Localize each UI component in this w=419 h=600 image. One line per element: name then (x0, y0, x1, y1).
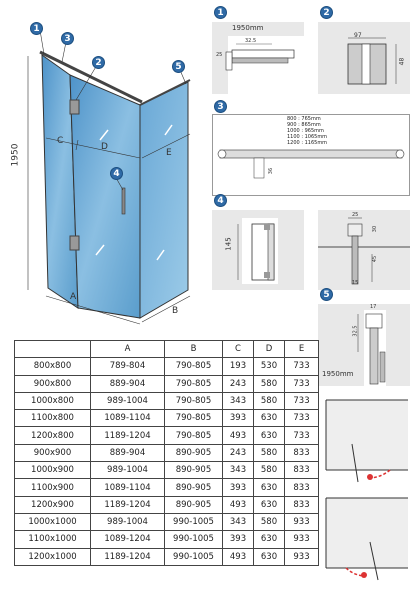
table-cell: 393 (223, 410, 254, 427)
side-glass-panel (140, 82, 188, 318)
table-cell: 933 (285, 531, 319, 548)
detail-2-height: 48 (398, 57, 406, 66)
table-row (15, 410, 319, 427)
callout-3-badge: 3 (61, 32, 74, 45)
detail-4-dim-45: 45 (372, 255, 379, 263)
table-cell: 889-904 (91, 444, 165, 461)
detail-5-dim-17: 17 (370, 304, 377, 310)
detail-3-line-1: 800 : 765mm (287, 116, 321, 122)
table-cell: 493 (223, 427, 254, 444)
table-cell: 193 (223, 358, 254, 375)
table-cell: 630 (254, 496, 285, 513)
table-row (15, 548, 319, 565)
table-cell: 1200x800 (15, 427, 91, 444)
callout-4-badge: 4 (110, 167, 123, 180)
dimension-a-label: A (70, 292, 77, 302)
dimensions-table (14, 340, 319, 566)
table-cell: 890-905 (165, 462, 223, 479)
table-cell: 630 (254, 410, 285, 427)
table-cell: 1189-1204 (91, 496, 165, 513)
detail-5-dim-32: 32.5 (352, 325, 359, 337)
table-cell: 580 (254, 375, 285, 392)
table-cell: 1089-1104 (91, 479, 165, 496)
table-cell: 789-804 (91, 358, 165, 375)
table-cell: 790-805 (165, 375, 223, 392)
table-cell: 580 (254, 513, 285, 530)
table-cell: 343 (223, 462, 254, 479)
dimension-d-label: D (101, 142, 108, 152)
table-cell: 790-805 (165, 392, 223, 409)
table-cell: 1189-1204 (91, 548, 165, 565)
table-cell: 1100x1000 (15, 531, 91, 548)
table-cell: 630 (254, 479, 285, 496)
table-cell: 343 (223, 513, 254, 530)
table-cell: 790-805 (165, 410, 223, 427)
table-row (15, 444, 319, 461)
table-cell: 580 (254, 462, 285, 479)
dimension-b-label: B (172, 306, 179, 316)
detail-2-drawing (318, 22, 410, 94)
callout-2-badge: 2 (92, 56, 105, 69)
table-cell: 733 (285, 358, 319, 375)
detail-1-badge: 1 (214, 6, 227, 19)
table-cell: 733 (285, 410, 319, 427)
table-cell: 990-1005 (165, 548, 223, 565)
table-cell: 833 (285, 479, 319, 496)
table-row (15, 496, 319, 513)
table-cell: 989-1004 (91, 392, 165, 409)
detail-3-dim: 36 (268, 167, 275, 175)
dimension-e-label: E (166, 148, 172, 158)
height-label: 1950 (10, 143, 21, 167)
table-cell: 900x800 (15, 375, 91, 392)
table-row (15, 531, 319, 548)
detail-5-height: 1950mm (322, 370, 354, 378)
table-cell: 890-905 (165, 479, 223, 496)
table-cell: 733 (285, 375, 319, 392)
table-cell: 1089-1104 (91, 410, 165, 427)
detail-3-line-4: 1100 : 1065mm (287, 134, 328, 140)
detail-3-sizes (287, 116, 327, 146)
detail-1-height-label: 1950mm (232, 24, 264, 32)
table-cell: 630 (254, 531, 285, 548)
shower-enclosure-drawing (0, 0, 200, 330)
table-cell: 890-905 (165, 496, 223, 513)
table-cell: 733 (285, 392, 319, 409)
dimension-c-label: C (57, 136, 64, 146)
detail-2-width: 97 (354, 32, 362, 39)
table-body (15, 358, 319, 566)
detail-1-dim1: 32.5 (245, 38, 257, 44)
detail-5-badge: 5 (320, 288, 333, 301)
table-cell: 890-905 (165, 444, 223, 461)
table-header-cell: E (285, 341, 319, 358)
table-header-cell: C (223, 341, 254, 358)
table-cell: 580 (254, 444, 285, 461)
table-cell: 900x900 (15, 444, 91, 461)
detail-3-line-5: 1200 : 1165mm (287, 140, 328, 146)
table-cell: 990-1005 (165, 513, 223, 530)
table-cell: 833 (285, 462, 319, 479)
detail-4-badge: 4 (214, 194, 227, 207)
table-cell: 243 (223, 444, 254, 461)
table-cell: 343 (223, 392, 254, 409)
table-row (15, 375, 319, 392)
table-header-cell (15, 341, 91, 358)
callout-5-badge: 5 (172, 60, 185, 73)
table-cell: 630 (254, 548, 285, 565)
table-cell: 933 (285, 548, 319, 565)
table-cell: 833 (285, 444, 319, 461)
table-row (15, 427, 319, 444)
detail-1-dim2: 25 (216, 52, 223, 58)
table-cell: 493 (223, 496, 254, 513)
table-cell: 1000x1000 (15, 513, 91, 530)
table-header-cell: A (91, 341, 165, 358)
detail-4-dim-15: 15 (352, 280, 359, 286)
table-cell: 790-805 (165, 358, 223, 375)
callout-1-badge: 1 (30, 22, 43, 35)
table-cell: 733 (285, 427, 319, 444)
table-cell: 580 (254, 392, 285, 409)
table-cell: 889-904 (91, 375, 165, 392)
table-row (15, 462, 319, 479)
table-cell: 630 (254, 427, 285, 444)
table-cell: 1200x900 (15, 496, 91, 513)
detail-3-line-2: 900 : 865mm (287, 122, 321, 128)
detail-4-dim-30: 30 (372, 225, 379, 233)
table-cell: 1100x900 (15, 479, 91, 496)
detail-4-dim-25: 25 (352, 212, 359, 218)
table-header-cell: D (254, 341, 285, 358)
door-swing-diagram-2 (318, 490, 410, 582)
table-header-row (15, 341, 319, 358)
table-cell: 989-1004 (91, 513, 165, 530)
detail-3-line-3: 1000 : 965mm (287, 128, 324, 134)
table-row (15, 479, 319, 496)
table-cell: 1000x900 (15, 462, 91, 479)
table-cell: 393 (223, 531, 254, 548)
table-cell: 1200x1000 (15, 548, 91, 565)
table-cell: 833 (285, 496, 319, 513)
table-cell: 989-1004 (91, 462, 165, 479)
table-cell: 243 (223, 375, 254, 392)
detail-4-profile-drawing (318, 210, 410, 290)
table-row (15, 392, 319, 409)
table-cell: 530 (254, 358, 285, 375)
door-swing-diagram-1 (318, 392, 410, 484)
table-row (15, 513, 319, 530)
table-cell: 393 (223, 479, 254, 496)
table-cell: 933 (285, 513, 319, 530)
table-cell: 1000x800 (15, 392, 91, 409)
table-cell: 1089-1204 (91, 531, 165, 548)
detail-4-length: 145 (224, 237, 233, 251)
table-header-cell: B (165, 341, 223, 358)
door-glass-panel (70, 75, 140, 318)
table-cell: 1189-1204 (91, 427, 165, 444)
detail-3-badge: 3 (214, 100, 227, 113)
table-cell: 990-1005 (165, 531, 223, 548)
detail-1-drawing (212, 22, 304, 94)
table-cell: 1100x800 (15, 410, 91, 427)
table-cell: 493 (223, 548, 254, 565)
table-row (15, 358, 319, 375)
table-cell: 800x800 (15, 358, 91, 375)
table-cell: 790-805 (165, 427, 223, 444)
detail-2-badge: 2 (320, 6, 333, 19)
